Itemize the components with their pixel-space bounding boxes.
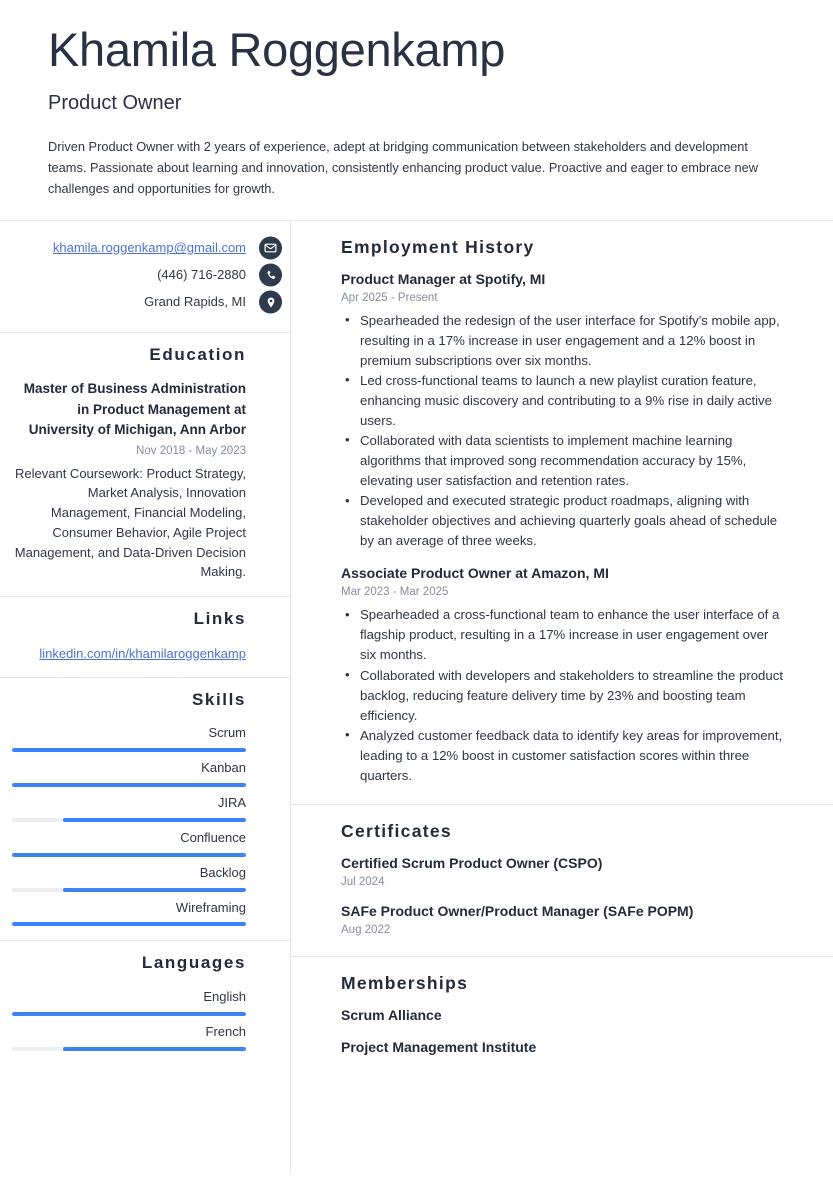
skill-label: JIRA xyxy=(217,795,246,811)
skill-bar-track xyxy=(12,783,246,787)
skill-bar-fill xyxy=(63,818,246,822)
education-section xyxy=(0,333,290,598)
skill-item xyxy=(12,759,246,787)
languages-heading: Languages xyxy=(141,953,246,973)
employment-entry xyxy=(341,564,787,786)
certificate-title: Certified Scrum Product Owner (CSPO) xyxy=(341,854,603,871)
page-title: Khamila Roggenkamp xyxy=(48,23,506,76)
skill-item xyxy=(12,829,246,857)
language-label: French xyxy=(205,1023,246,1039)
language-label: English xyxy=(203,988,246,1004)
skills-heading: Skills xyxy=(191,690,246,710)
skill-bar-track xyxy=(12,853,246,857)
skill-item xyxy=(12,899,246,927)
certificate-dates: Aug 2022 xyxy=(341,923,391,936)
contact-row-email[interactable] xyxy=(12,235,246,262)
skill-bar-fill xyxy=(12,783,246,787)
skills-section xyxy=(0,678,290,941)
bullet-item: • Spearheaded the redesign of the user interface for Spotify's mobile app, resulting in a 17% increase in user engagement and a 12% boost in premium subscriptions over six months. xyxy=(341,311,787,371)
membership-entry: Project Management Institute xyxy=(341,1038,537,1055)
skill-label: Scrum xyxy=(208,725,246,741)
language-bar-fill xyxy=(63,1047,246,1051)
certificates-heading: Certificates xyxy=(341,820,452,841)
location-pin-icon xyxy=(259,291,282,314)
languages-section xyxy=(0,941,290,1064)
certificates-section xyxy=(291,805,833,957)
language-item xyxy=(12,1023,246,1051)
links-heading: Links xyxy=(193,609,246,629)
phone-icon xyxy=(259,264,282,287)
skill-label: Kanban xyxy=(201,760,246,776)
resume-body xyxy=(0,221,833,1173)
skill-bar-track xyxy=(12,922,246,926)
employment-history-heading: Employment History xyxy=(341,236,535,257)
contact-row-location[interactable] xyxy=(12,289,246,316)
employment-history-section xyxy=(291,221,833,805)
professional-summary: Driven Product Owner with 2 years of experience, adept at bridging communication between stakeholders and development teams. Passionate about learning and innovation, consistently enhancing product value. Proactive and eager to embrace new challenges and opportunities for growth. xyxy=(48,139,758,196)
memberships-heading: Memberships xyxy=(341,972,469,993)
bullet-item: • Collaborated with data scientists to implement machine learning algorithms that improved song recommendation accuracy by 15%, elevating user satisfaction and retention rates. xyxy=(341,431,787,491)
skill-item xyxy=(12,794,246,822)
skill-bar-fill xyxy=(63,888,246,892)
email-icon xyxy=(259,237,282,260)
membership-entry: Scrum Alliance xyxy=(341,1006,442,1023)
email-text[interactable]: khamila.roggenkamp@gmail.com xyxy=(52,240,246,256)
bullet-item: • Collaborated with developers and stakeholders to streamline the product backlog, reducing feature delivery time by 23% and boosting team efficiency. xyxy=(341,666,787,726)
links-section xyxy=(0,597,290,678)
language-item xyxy=(12,988,246,1016)
location-text: Grand Rapids, MI xyxy=(144,294,246,310)
skill-bar-track xyxy=(12,818,246,822)
bullet-item: • Analyzed customer feedback data to identify key areas for improvement, leading to a 12% boost in customer satisfaction scores within three quarters. xyxy=(341,726,787,786)
skill-label: Backlog xyxy=(199,864,246,880)
job-title: Product Owner xyxy=(48,92,182,115)
contact-section xyxy=(0,221,290,333)
employment-entry-dates: Apr 2025 - Present xyxy=(341,291,438,304)
phone-text: (446) 716-2880 xyxy=(157,267,246,283)
education-heading: Education xyxy=(149,344,246,364)
certificate-entry xyxy=(341,854,787,890)
skill-bar-fill xyxy=(12,853,246,857)
skill-bar-track xyxy=(12,748,246,752)
skill-bar-fill xyxy=(12,922,246,926)
main-column xyxy=(291,221,833,1173)
skill-item xyxy=(12,864,246,892)
education-dates: Nov 2018 - May 2023 xyxy=(136,444,246,457)
skill-bar-fill xyxy=(12,748,246,752)
sidebar xyxy=(0,221,291,1173)
certificate-title: SAFe Product Owner/Product Manager (SAFe POPM) xyxy=(341,902,694,919)
employment-entry-title: Associate Product Owner at Amazon, MI xyxy=(341,565,609,582)
skill-bar-track xyxy=(12,888,246,892)
skill-label: Confluence xyxy=(180,829,246,845)
education-degree: Master of Business Administration in Product Management at University of Michigan, Ann Arbor xyxy=(23,381,246,438)
skill-label: Wireframing xyxy=(175,899,246,915)
employment-entry-dates: Mar 2023 - Mar 2025 xyxy=(341,586,449,599)
employment-entry xyxy=(341,270,787,552)
bullet-item: • Led cross-functional teams to launch a new playlist curation feature, enhancing music discovery and contributing to a 9% rise in daily active users. xyxy=(341,371,787,431)
memberships-section xyxy=(291,957,833,1075)
link-item[interactable]: linkedin.com/in/khamilaroggenkamp xyxy=(39,645,246,661)
resume-header xyxy=(0,0,833,220)
education-description: Relevant Coursework: Product Strategy, Market Analysis, Innovation Management, Financial Modeling, Consumer Behavior, Agile Project Management, and Data-Driven Decision Making. xyxy=(14,465,246,580)
contact-row-phone[interactable] xyxy=(12,262,246,289)
language-bar-fill xyxy=(12,1012,246,1016)
language-bar-track xyxy=(12,1012,246,1016)
bullet-item: • Spearheaded a cross-functional team to enhance the user interface of a flagship product, resulting in a 17% increase in user engagement over six months. xyxy=(341,605,787,665)
employment-entry-bullets xyxy=(341,605,787,786)
employment-entry-bullets xyxy=(341,311,787,552)
language-bar-track xyxy=(12,1047,246,1051)
certificate-entry xyxy=(341,902,787,938)
certificate-dates: Jul 2024 xyxy=(341,875,385,888)
bullet-item: • Developed and executed strategic product roadmaps, aligning with stakeholder objectives and achieving quarterly goals ahead of schedule by an average of three weeks. xyxy=(341,491,787,551)
employment-entry-title: Product Manager at Spotify, MI xyxy=(341,270,546,287)
skill-item xyxy=(12,724,246,752)
